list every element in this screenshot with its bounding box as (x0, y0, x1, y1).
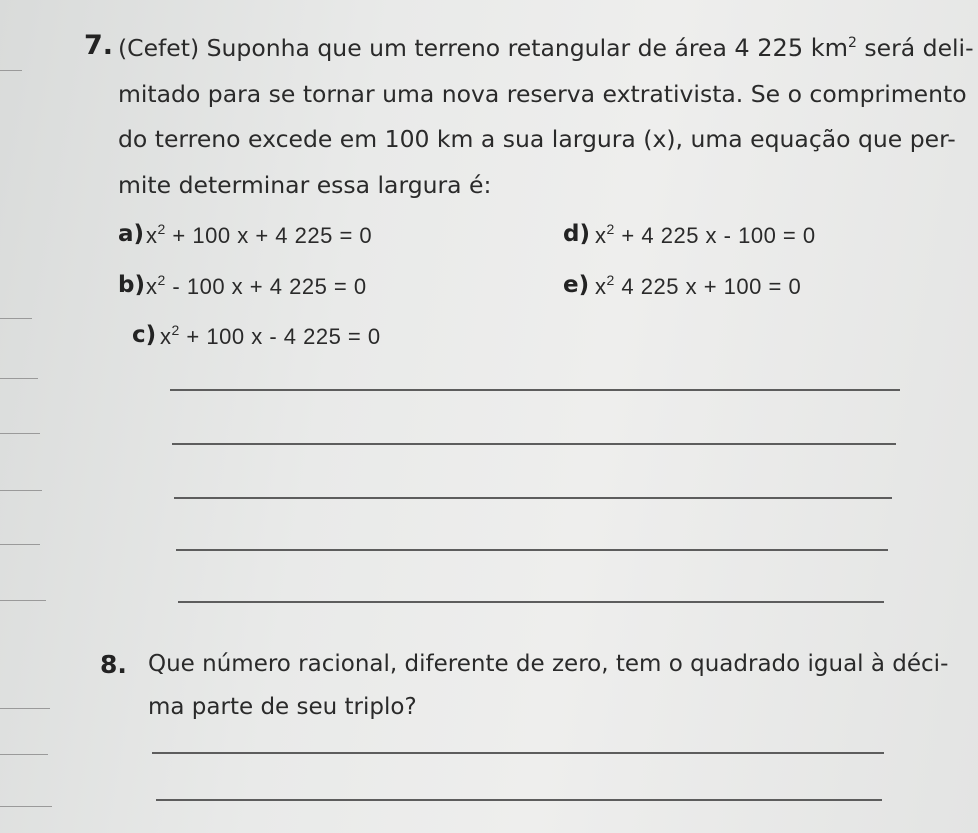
answer-line[interactable] (178, 601, 884, 603)
option-d-letter: d) (563, 221, 590, 247)
option-b-expression: $x^2 - 100$ x + 4 225 = 0 (146, 272, 367, 299)
question-7-line-1 (118, 36, 974, 61)
answer-line[interactable] (174, 497, 892, 499)
margin-mark (0, 600, 46, 601)
question-8-line-1: Que número racional, diferente de zero, tem o quadrado igual à déci- (148, 651, 949, 677)
margin-mark (0, 490, 42, 491)
option-a-letter: a) (118, 221, 145, 247)
answer-line[interactable] (152, 752, 884, 754)
margin-mark (0, 544, 40, 545)
margin-mark (0, 708, 50, 709)
option-c-expression: $x^2 + 100$ x - 4 225 = 0 (160, 322, 381, 349)
option-e-expression: $x^2$ 4 225 x + 100 = 0 (595, 272, 802, 299)
question-8-line-2: ma parte de seu triplo? (148, 694, 417, 720)
margin-mark (0, 378, 38, 379)
area-value: 4 225 $km^2$ (734, 34, 857, 62)
answer-line[interactable] (172, 443, 896, 445)
option-c-letter: c) (132, 322, 157, 348)
answer-line[interactable] (176, 549, 888, 551)
margin-mark (0, 433, 40, 434)
option-e-letter: e) (563, 272, 590, 298)
margin-mark (0, 806, 52, 807)
margin-mark (0, 318, 32, 319)
question-7-line-2: mitado para se tornar uma nova reserva extrativista. Se o comprimento (118, 80, 967, 108)
option-b-letter: b) (118, 272, 145, 298)
question-7-line-4: mite determinar essa largura é: (118, 171, 492, 199)
answer-line[interactable] (170, 389, 900, 391)
question-7-line-3: do terreno excede em 100 km a sua largura (x), uma equação que per- (118, 125, 956, 153)
answer-line[interactable] (156, 799, 882, 801)
margin-mark (0, 754, 48, 755)
question-8-number: 8. (100, 650, 127, 679)
margin-mark (0, 70, 22, 71)
question-7-number: 7. (84, 30, 114, 61)
option-d-expression: $x^2 + 4$ 225 x - 100 = 0 (595, 221, 816, 248)
option-a-expression: $x^2 + 100$ x + 4 225 = 0 (146, 221, 373, 248)
question-7-text: (Cefet) Suponha que um terreno retangular de área (118, 34, 727, 62)
question-7-text-end: será deli- (864, 34, 974, 62)
